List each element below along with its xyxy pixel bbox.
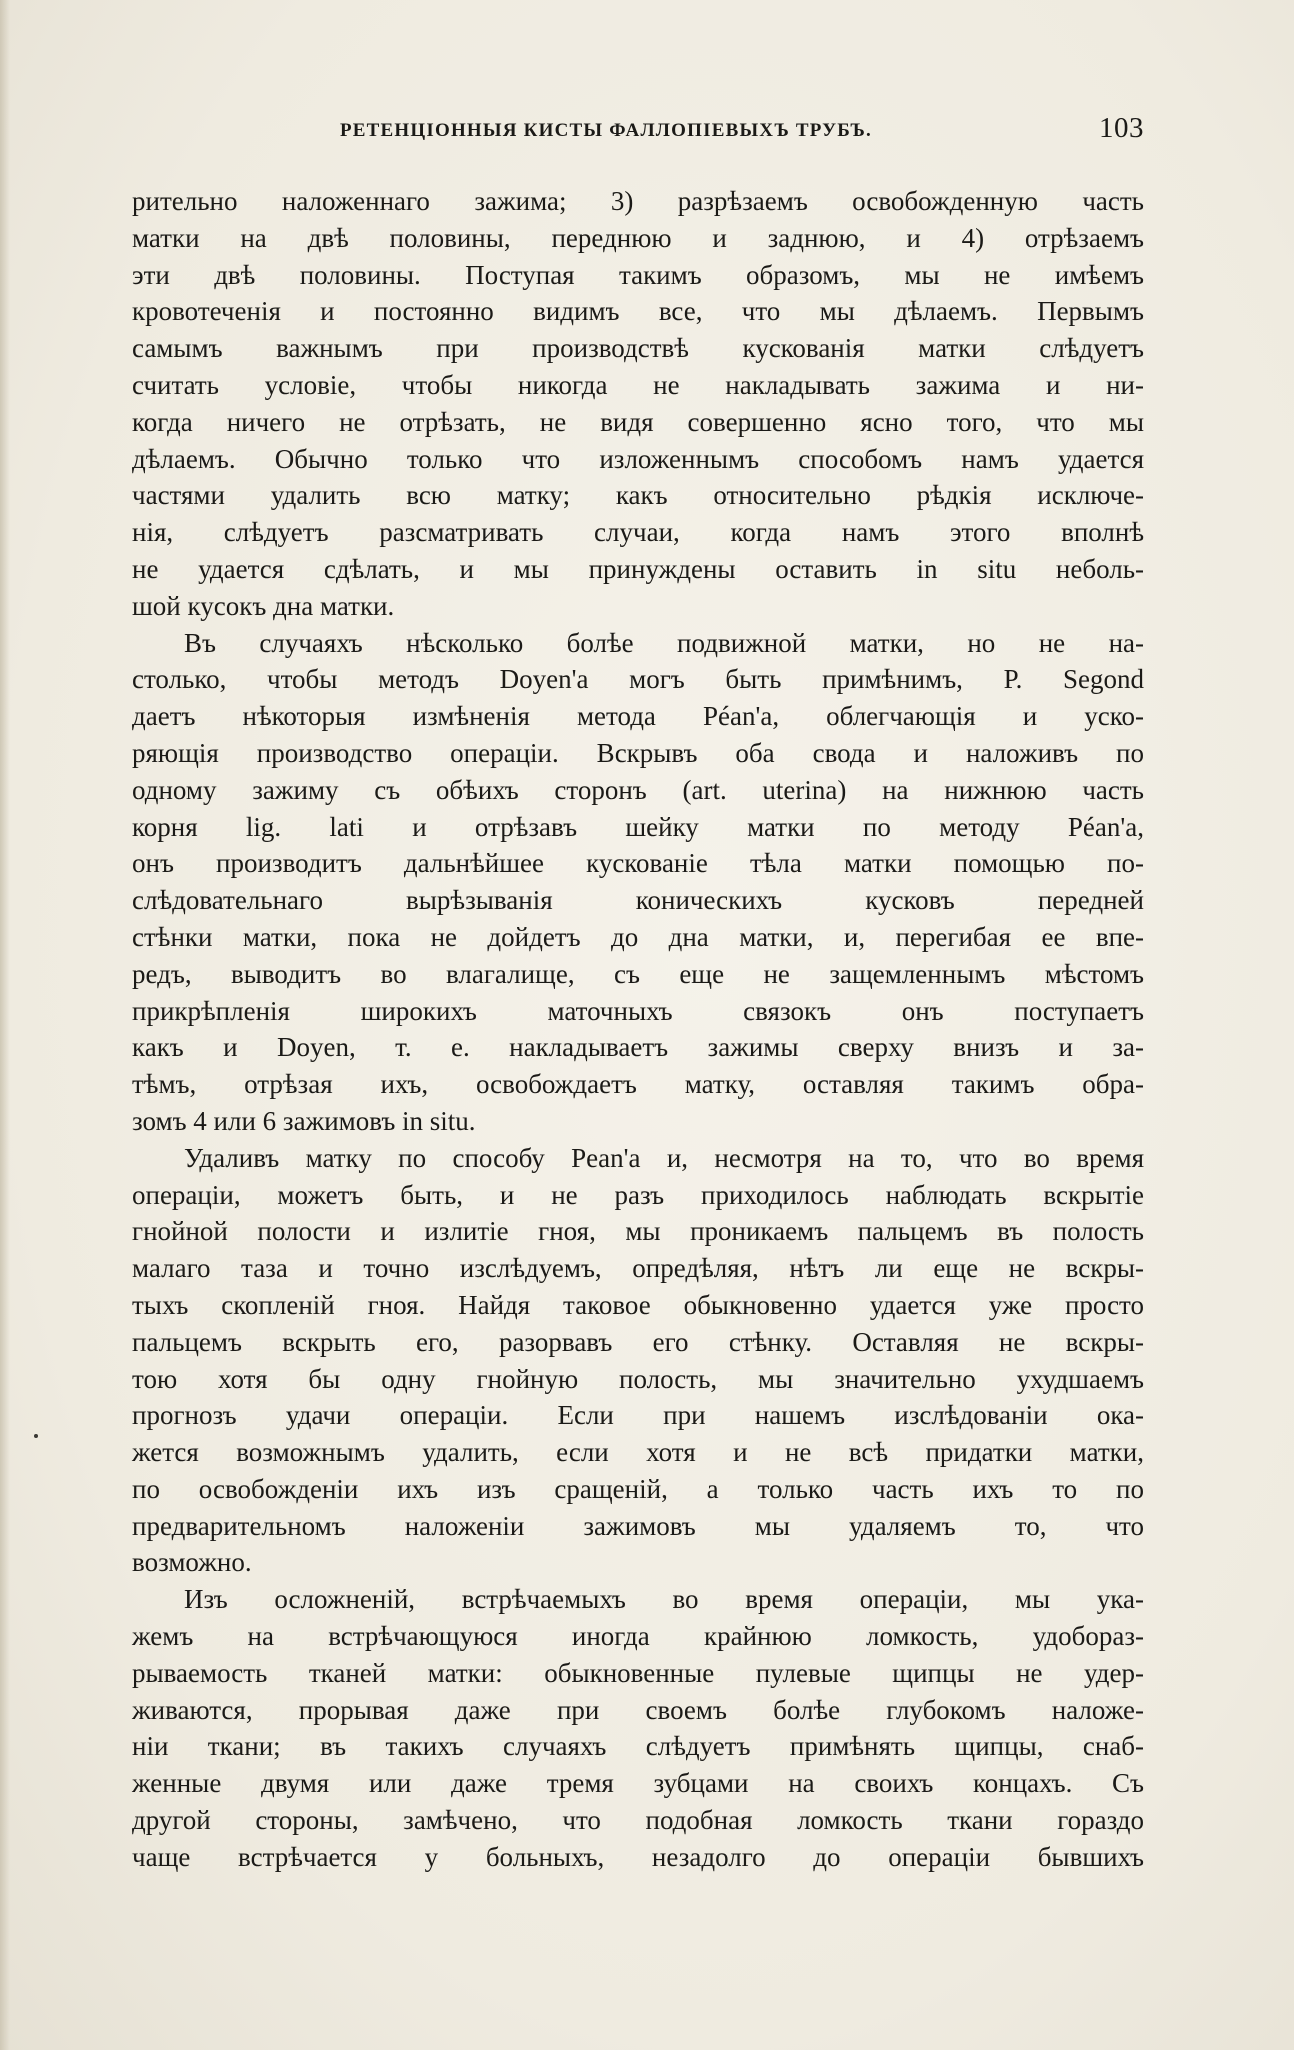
- text-line: гнойной полости и излитіе гноя, мы проникаемъ пальцемъ въ полость: [132, 1216, 1144, 1247]
- text-line: частями удалить всю матку; какъ относительно рѣдкія исключе-: [132, 480, 1144, 511]
- text-line: не удается сдѣлать, и мы принуждены оставить in situ неболь-: [132, 553, 1144, 584]
- text-line: предварительномъ наложеніи зажимовъ мы удаляемъ то, что: [132, 1510, 1144, 1541]
- text-line: операціи, можетъ быть, и не разъ приходилось наблюдать вскрытіе: [132, 1179, 1144, 1210]
- text-line: корня lig. lati и отрѣзавъ шейку матки по методу Péan'а,: [132, 811, 1144, 842]
- text-line: считать условіе, чтобы никогда не накладывать зажима и ни-: [132, 369, 1144, 400]
- text-line: кровотеченія и постоянно видимъ все, что мы дѣлаемъ. Первымъ: [132, 296, 1144, 327]
- text-line: прогнозъ удачи операціи. Если при нашемъ изслѣдованіи ока-: [132, 1400, 1144, 1431]
- text-line: чаще встрѣчается у больныхъ, незадолго до операціи бывшихъ: [132, 1841, 1144, 1872]
- text-line: эти двѣ половины. Поступая такимъ образомъ, мы не имѣемъ: [132, 259, 1144, 290]
- text-line: стѣнки матки, пока не дойдетъ до дна матки, и, перегибая ее впе-: [132, 921, 1144, 952]
- text-line: одному зажиму съ обѣихъ сторонъ (art. uterina) на нижнюю часть: [132, 774, 1144, 805]
- text-line: возможно.: [132, 1547, 252, 1578]
- paragraph-first-line: Изъ осложненій, встрѣчаемыхъ во время операціи, мы ука-: [184, 1584, 1144, 1615]
- text-line: рываемость тканей матки: обыкновенные пулевые щипцы не удер-: [132, 1657, 1144, 1688]
- text-line: столько, чтобы методъ Doyen'а могъ быть примѣнимъ, P. Segond: [132, 664, 1144, 695]
- text-line: жется возможнымъ удалить, если хотя и не всѣ придатки матки,: [132, 1437, 1144, 1468]
- text-line: тою хотя бы одну гнойную полость, мы значительно ухудшаемъ: [132, 1363, 1144, 1394]
- text-line: прикрѣпленія широкихъ маточныхъ связокъ онъ поступаетъ: [132, 995, 1144, 1026]
- text-line: жемъ на встрѣчающуюся иногда крайнюю ломкость, удобораз-: [132, 1621, 1144, 1652]
- body-text: [132, 183, 1144, 1876]
- text-line: рительно наложеннаго зажима; 3) разрѣзаемъ освобожденную часть: [132, 186, 1144, 216]
- text-line: пальцемъ вскрыть его, разорвавъ его стѣнку. Оставляя не вскры-: [132, 1326, 1144, 1357]
- text-line: живаются, прорывая даже при своемъ болѣе глубокомъ наложе-: [132, 1694, 1144, 1725]
- page-number: 103: [1099, 112, 1144, 144]
- text-line: тыхъ скопленій гноя. Найдя таковое обыкновенно удается уже просто: [132, 1289, 1144, 1320]
- text-line: дѣлаемъ. Обычно только что изложеннымъ способомъ намъ удается: [132, 443, 1144, 474]
- text-line: слѣдовательнаго вырѣзыванія коническихъ кусковъ передней: [132, 885, 1144, 916]
- text-line: самымъ важнымъ при производствѣ кускованія матки слѣдуетъ: [132, 333, 1144, 364]
- text-line: какъ и Doyen, т. е. накладываетъ зажимы сверху внизъ и за-: [132, 1032, 1144, 1063]
- text-line: тѣмъ, отрѣзая ихъ, освобождаетъ матку, оставляя такимъ обра-: [132, 1069, 1144, 1100]
- page-gutter-shadow: [0, 0, 10, 2050]
- text-line: когда ничего не отрѣзать, не видя совершенно ясно того, что мы: [132, 406, 1144, 437]
- running-title: РЕТЕНЦІОННЫЯ КИСТЫ ФАЛЛОПІЕВЫХЪ ТРУБЪ.: [340, 120, 872, 141]
- text-line: ряющія производство операціи. Вскрывъ оба свода и наложивъ по: [132, 737, 1144, 768]
- page-header: [130, 112, 1144, 152]
- text-line: по освобожденіи ихъ изъ сращеній, а только часть ихъ то по: [132, 1473, 1144, 1504]
- text-line: матки на двѣ половины, переднюю и заднюю, и 4) отрѣзаемъ: [132, 222, 1144, 253]
- text-line: нія, слѣдуетъ разсматривать случаи, когда намъ этого вполнѣ: [132, 517, 1144, 548]
- text-line: зомъ 4 или 6 зажимовъ in situ.: [132, 1105, 476, 1136]
- text-line: редъ, выводитъ во влагалище, съ еще не защемленнымъ мѣстомъ: [132, 958, 1144, 989]
- text-line: даетъ нѣкоторыя измѣненія метода Péan'а, облегчающія и уско-: [132, 701, 1144, 732]
- paragraph-first-line: Въ случаяхъ нѣсколько болѣе подвижной матки, но не на-: [184, 627, 1144, 658]
- paragraph-first-line: Удаливъ матку по способу Pean'а и, несмотря на то, что во время: [184, 1142, 1144, 1173]
- margin-speck: [34, 1434, 38, 1438]
- text-line: онъ производитъ дальнѣйшее кускованіе тѣла матки помощью по-: [132, 848, 1144, 879]
- text-line: шой кусокъ дна матки.: [132, 590, 395, 621]
- text-line: ніи ткани; въ такихъ случаяхъ слѣдуетъ примѣнять щипцы, снаб-: [132, 1731, 1144, 1762]
- text-line: другой стороны, замѣчено, что подобная ломкость ткани гораздо: [132, 1805, 1144, 1836]
- text-line: малаго таза и точно изслѣдуемъ, опредѣляя, нѣтъ ли еще не вскры-: [132, 1253, 1144, 1284]
- text-line: женные двумя или даже тремя зубцами на своихъ концахъ. Съ: [132, 1768, 1144, 1799]
